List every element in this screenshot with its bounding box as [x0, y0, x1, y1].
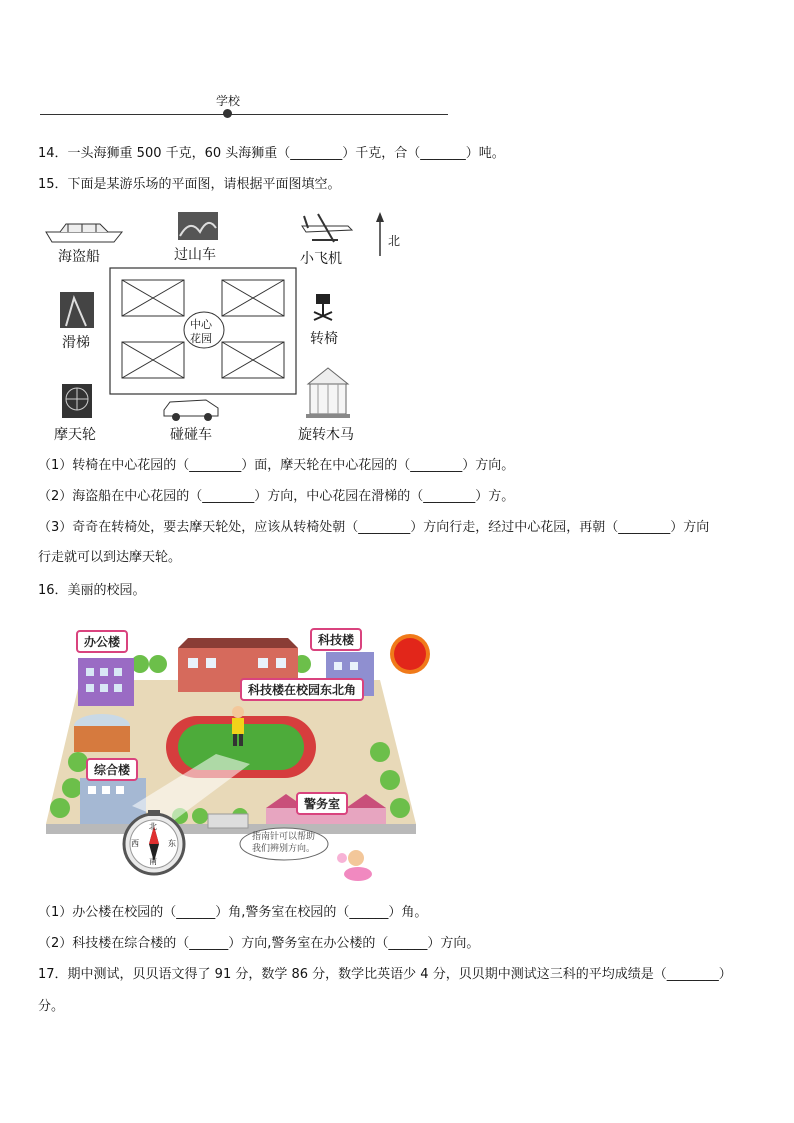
question-15: 15．下面是某游乐场的平面图，请根据平面图填空。 [38, 177, 341, 192]
ferris-wheel-icon [62, 384, 92, 418]
swivel-chair-label: 转椅 [310, 331, 338, 347]
question-16-1: （1）办公楼在校园的（______）角,警务室在校园的（______）角。 [38, 905, 428, 920]
header-rule [40, 114, 448, 115]
slide-icon [60, 292, 94, 328]
compass-note-line2: 我们辨别方向。 [252, 844, 316, 854]
amusement-park-map [38, 206, 418, 446]
office-building-label: 办公楼 [76, 630, 128, 653]
pirate-ship-label: 海盗船 [58, 249, 100, 265]
slide-label: 滑梯 [62, 335, 90, 351]
carousel-label: 旋转木马 [298, 427, 354, 443]
school-gate [208, 814, 248, 828]
compass-north-label: 北 [149, 822, 157, 831]
round-building [74, 726, 130, 752]
police-station-label: 警务室 [296, 792, 348, 815]
question-15-2: （2）海盗船在中心花园的（________）方向，中心花园在滑梯的（________）方。 [38, 489, 515, 504]
center-garden-label-1: 中心 [190, 318, 212, 331]
campus-illustration [40, 618, 440, 892]
bumper-car-icon [164, 400, 218, 421]
compass-west-label: 西 [131, 839, 139, 848]
north-label: 北 [388, 234, 401, 248]
pirate-ship-icon [46, 224, 122, 242]
bumper-car-label: 碰碰车 [170, 427, 212, 443]
center-garden-label-2: 花园 [190, 332, 212, 345]
sun-icon [390, 634, 430, 674]
compass-south-label: 南 [149, 857, 157, 866]
small-plane-label: 小飞机 [300, 251, 342, 267]
carousel-icon [306, 368, 350, 418]
complex-building [80, 778, 146, 824]
question-17-line2: 分。 [38, 999, 65, 1014]
roller-coaster-label: 过山车 [174, 247, 216, 263]
tech-building-label: 科技楼 [310, 628, 362, 651]
swivel-chair-icon [314, 294, 332, 320]
question-15-3-line1: （3）奇奇在转椅处，要去摩天轮处，应该从转椅处朝（________）方向行走，经过中心花园，再朝（________）方向 [38, 520, 710, 535]
question-16-2: （2）科技楼在综合楼的（______）方向,警务室在办公楼的（______）方向。 [38, 936, 480, 951]
question-15-3-line2: 行走就可以到达摩天轮。 [38, 550, 182, 565]
question-15-1: （1）转椅在中心花园的（________）面，摩天轮在中心花园的（________）方向。 [38, 458, 515, 473]
question-16: 16．美丽的校园。 [38, 583, 146, 598]
ferris-wheel-label: 摩天轮 [54, 427, 96, 443]
question-17-line1: 17．期中测试，贝贝语文得了 91 分，数学 86 分，数学比英语少 4 分，贝贝期中测试这三科的平均成绩是（________） [38, 967, 732, 982]
complex-building-label: 综合楼 [86, 758, 138, 781]
school-label: 学校 [216, 94, 241, 108]
roller-coaster-icon [178, 212, 218, 240]
question-14: 14．一头海狮重 500 千克，60 头海狮重（________）千克，合（_______）吨。 [38, 146, 505, 161]
fairy-icon [337, 850, 372, 881]
compass-east-label: 东 [168, 839, 176, 848]
tech-location-note: 科技楼在校园东北角 [240, 678, 364, 701]
compass-note-line1: 指南针可以帮助 [252, 832, 316, 842]
office-building [78, 658, 134, 706]
north-arrow-icon [376, 212, 384, 256]
small-plane-icon [302, 214, 352, 242]
header-dot-icon [223, 109, 232, 118]
